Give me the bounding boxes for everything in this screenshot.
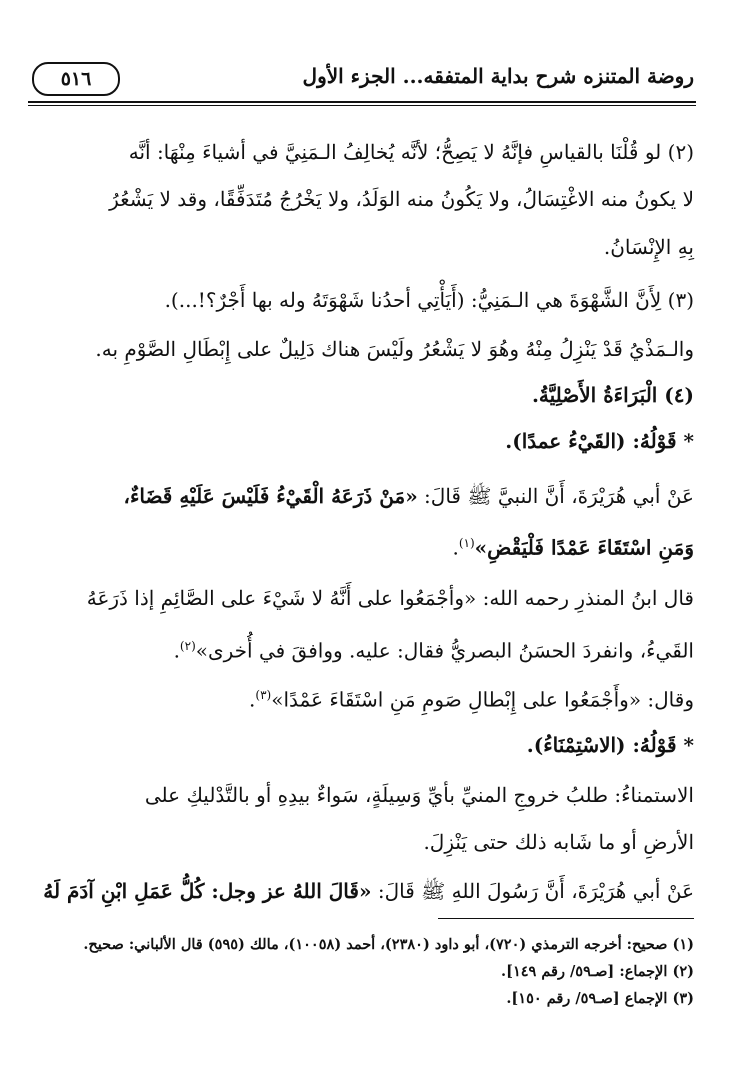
hadith-quote: «مَنْ ذَرَعَهُ الْقَيْءُ فَلَيْسَ عَلَيْهِ قَضَاءٌ، bbox=[123, 484, 418, 508]
footnote-ref-1: (١) bbox=[458, 536, 475, 550]
hadith-line-2: وَمَنِ اسْتَقَاءَ عَمْدًا فَلْيَقْضِ»$^{(١)}$. bbox=[452, 535, 694, 560]
text-line-1: (٢) لو قُلْنَا بالقياسِ فإنَّهُ لا يَصِحُّ؛ لأنَّه يُخالِفُ الـمَنِيَّ في أشياءَ مِنْهَا: أنَّه bbox=[128, 140, 694, 164]
footnote-separator bbox=[438, 918, 694, 919]
text-line-11: القَيءُ، وانفردَ الحسَنُ البصريُّ فقال: عليه. ووافقَ في أُخرى»$^{(٢)}$. bbox=[173, 638, 694, 663]
running-header bbox=[28, 62, 694, 96]
text-line-4: (٣) لِأَنَّ الشَّهْوَةَ هي الـمَنِيُّ: (أَيَأْتِي أحدُنا شَهْوَتَهُ وله بها أَجْرٌ؟!...). bbox=[164, 288, 694, 312]
hadith-line-3 bbox=[43, 876, 694, 906]
running-title: روضة المتنزه شرح بداية المتفقه... الجزء الأول bbox=[302, 64, 694, 88]
footnote-ref-3: (٣) bbox=[255, 688, 272, 702]
footnote-1: (١) صحيح: أخرجه الترمذي (٧٢٠)، أبو داود (٢٣٨٠)، أحمد (١٠٠٥٨)، مالك (٥٩٥) قال الألباني: صحيح. bbox=[83, 936, 694, 953]
hadith-narration-2: عَنْ أبي هُرَيْرَةَ، أَنَّ رَسُولَ اللهِ ﷺ قَالَ: bbox=[371, 879, 694, 903]
text-line-6: (٤) الْبَرَاءَةُ الأَصْلِيَّةُ. bbox=[531, 383, 694, 407]
hadith-line-1 bbox=[124, 481, 695, 511]
text-line-10: قال ابنُ المنذرِ رحمه الله: «وأجْمَعُوا على أَنَّهُ لا شَيْءَ على الصَّائِمِ إذا ذَرَعَهُ bbox=[86, 586, 694, 610]
footnote-2: (٢) الإجماع: [صـ٥٩/ رقم ١٤٩]. bbox=[501, 963, 694, 980]
quote-consensus: وقال: «وأَجْمَعُوا على إِبْطالِ صَومِ مَنِ اسْتَقَاءَ عَمْدًا» bbox=[271, 687, 694, 712]
page-number: ٥١٦ bbox=[32, 62, 120, 96]
footnote-3: (٣) الإجماع [صـ٥٩/ رقم ١٥٠]. bbox=[506, 990, 694, 1007]
quote-ibn-mundhir: القَيءُ، وانفردَ الحسَنُ البصريُّ فقال: عليه. ووافقَ في أُخرى» bbox=[195, 638, 694, 663]
text-line-15: الأرضِ أو ما شَابه ذلك حتى يَنْزِلَ. bbox=[423, 830, 694, 854]
header-rule-thin bbox=[28, 105, 696, 106]
section-heading-vomiting: * قَوْلُهُ: (القَيْءُ عمدًا). bbox=[505, 429, 694, 453]
text-line-12: وقال: «وأَجْمَعُوا على إِبْطالِ صَومِ مَنِ اسْتَقَاءَ عَمْدًا»$^{(٣)}$. bbox=[249, 687, 694, 712]
footnote-ref-2: (٢) bbox=[179, 639, 196, 653]
text-line-2: لا يكونُ منه الاغْتِسَالُ، ولا يَكُونُ منه الوَلَدُ، ولا يَخْرُجُ مُتَدَفِّقًا، وقد لا يَشْعُرُ bbox=[109, 187, 694, 211]
hadith-narration: عَنْ أبي هُرَيْرَةَ، أَنَّ النبيَّ ﷺ قَالَ: bbox=[417, 484, 694, 508]
hadith-quote-end: وَمَنِ اسْتَقَاءَ عَمْدًا فَلْيَقْضِ» bbox=[474, 535, 694, 560]
section-heading-istimna: * قَوْلُهُ: (الاسْتِمْنَاءُ). bbox=[526, 733, 694, 757]
text-line-14: الاستمناءُ: طلبُ خروجِ المنيِّ بأيِّ وَسِيلَةٍ، سَواءٌ بيدِهِ أو بالتَّدْليكِ على bbox=[144, 783, 694, 807]
hadith-quote-2: «قَالَ اللهُ عز وجل: كُلُّ عَمَلِ ابْنِ آدَمَ لَهُ bbox=[43, 879, 372, 903]
header-rule bbox=[28, 101, 696, 103]
text-line-5: والـمَذْيُ قَدْ يَنْزِلُ مِنْهُ وهُوَ لا يَشْعُرُ ولَيْسَ هناك دَلِيلٌ على إِبْطَالِ الصَّوْمِ به. bbox=[95, 337, 694, 361]
text-line-3: بِهِ الإِنْسَانُ. bbox=[603, 235, 694, 259]
